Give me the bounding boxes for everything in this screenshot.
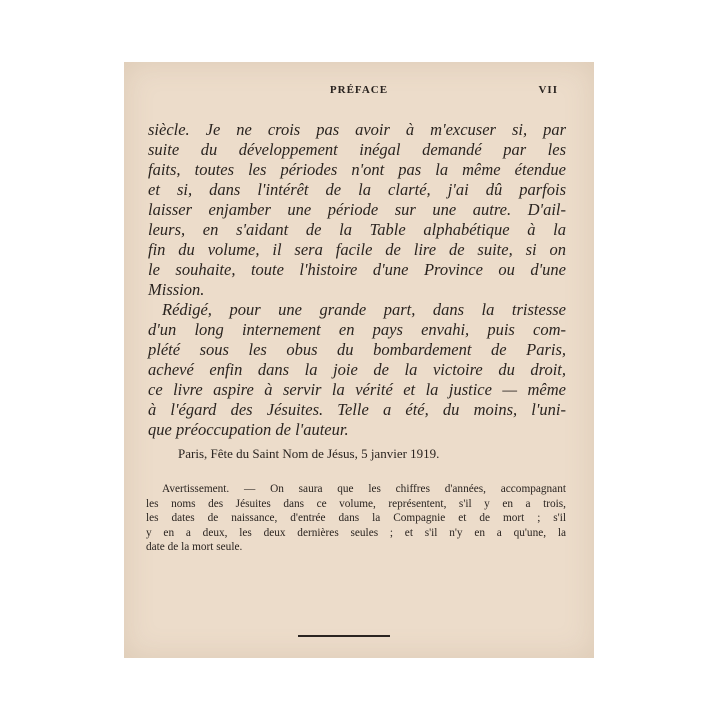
text-line: achevé enfin dans la joie de la victoire du droit,: [148, 360, 566, 379]
text-line: d'un long internement en pays envahi, puis com-: [148, 320, 566, 339]
text-line: Rédigé, pour une grande part, dans la tristesse: [162, 300, 566, 319]
notice-line: y en a deux, les deux dernières seules ; et s'il n'y en a qu'une, la: [146, 526, 566, 539]
notice-line: les noms des Jésuites dans ce volume, représentent, s'il y en a trois,: [146, 497, 566, 510]
paragraph: [148, 120, 566, 300]
page-number: VII: [538, 84, 558, 96]
text-line: le souhaite, toute l'histoire d'une Province ou d'une: [148, 260, 566, 279]
paragraph: [148, 300, 566, 440]
notice-line: date de la mort seule.: [146, 541, 243, 553]
text-line: à l'égard des Jésuites. Telle a été, du moins, l'uni-: [148, 400, 566, 419]
text-line: faits, toutes les périodes n'ont pas la même étendue: [148, 160, 566, 179]
section-divider-rule: [298, 635, 390, 637]
text-line: fin du volume, il sera facile de lire de suite, si on: [148, 240, 566, 259]
book-page: [124, 62, 594, 658]
text-line: ce livre aspire à servir la vérité et la justice — même: [148, 380, 566, 399]
text-line: Mission.: [148, 280, 205, 299]
text-line: leurs, en s'aidant de la Table alphabétique à la: [148, 220, 566, 239]
notice-footnote: [146, 482, 566, 555]
text-line: que préoccupation de l'auteur.: [148, 420, 349, 439]
text-line: siècle. Je ne crois pas avoir à m'excuser si, par: [148, 120, 566, 139]
text-line: suite du développement inégal demandé par les: [148, 140, 566, 159]
running-title: PRÉFACE: [329, 84, 389, 96]
dateline: Paris, Fête du Saint Nom de Jésus, 5 janvier 1919.: [178, 446, 440, 461]
text-line: et si, dans l'intérêt de la clarté, j'ai dû parfois: [148, 180, 566, 199]
text-line: laisser enjamber une période sur une autre. D'ail-: [148, 200, 566, 219]
notice-line: Avertissement. — On saura que les chiffres d'années, accompagnant: [162, 483, 566, 495]
preface-body: [148, 120, 566, 440]
page-header: [124, 84, 594, 100]
text-line: plété sous les obus du bombardement de Paris,: [148, 340, 566, 359]
notice-line: les dates de naissance, d'entrée dans la Compagnie et de mort ; s'il: [146, 512, 566, 524]
